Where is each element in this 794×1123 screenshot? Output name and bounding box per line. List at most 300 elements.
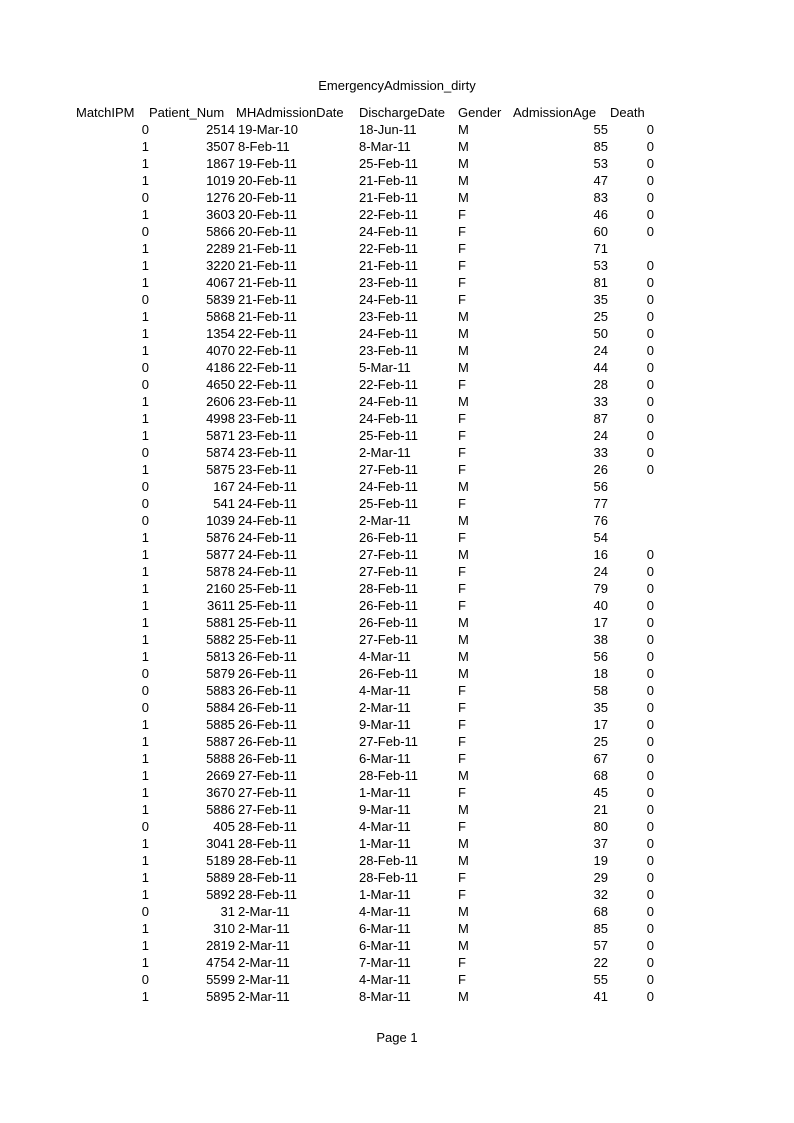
cell-admission-age: 55 — [593, 972, 608, 987]
cell-matchipm: 1 — [141, 547, 149, 562]
cell-admission-age: 35 — [593, 700, 608, 715]
cell-gender: F — [458, 785, 466, 800]
cell-admission-age: 25 — [593, 309, 608, 324]
cell-gender: M — [458, 921, 469, 936]
cell-patient-num: 167 — [213, 479, 235, 494]
cell-patient-num: 4998 — [206, 411, 235, 426]
column-header-mh-admission-date: MHAdmissionDate — [236, 105, 344, 120]
cell-patient-num: 5889 — [206, 870, 235, 885]
cell-admission-age: 33 — [593, 394, 608, 409]
cell-admission-age: 46 — [593, 207, 608, 222]
cell-patient-num: 5878 — [206, 564, 235, 579]
cell-patient-num: 5883 — [206, 683, 235, 698]
table-row — [76, 920, 657, 937]
cell-gender: M — [458, 394, 469, 409]
cell-admission-age: 25 — [593, 734, 608, 749]
cell-discharge-date: 2-Mar-11 — [359, 445, 411, 460]
cell-gender: M — [458, 122, 469, 137]
cell-matchipm: 1 — [141, 343, 149, 358]
cell-discharge-date: 25-Feb-11 — [359, 156, 419, 171]
cell-matchipm: 0 — [141, 292, 149, 307]
table-row — [76, 189, 657, 206]
cell-gender: M — [458, 343, 469, 358]
cell-gender: F — [458, 564, 466, 579]
table-row — [76, 784, 657, 801]
cell-matchipm: 1 — [141, 530, 149, 545]
cell-patient-num: 4754 — [206, 955, 235, 970]
cell-gender: M — [458, 938, 469, 953]
table-row — [76, 733, 657, 750]
cell-matchipm: 1 — [141, 207, 149, 222]
cell-patient-num: 3611 — [207, 598, 235, 613]
cell-admission-age: 83 — [593, 190, 608, 205]
cell-death: 0 — [646, 819, 654, 834]
cell-gender: F — [458, 428, 466, 443]
cell-death: 0 — [646, 258, 654, 273]
cell-mh-admission-date: 21-Feb-11 — [238, 292, 298, 307]
cell-matchipm: 1 — [141, 887, 149, 902]
cell-matchipm: 1 — [141, 309, 149, 324]
table-row — [76, 495, 657, 512]
cell-matchipm: 1 — [141, 615, 149, 630]
cell-patient-num: 5874 — [206, 445, 235, 460]
table-row — [76, 121, 657, 138]
cell-discharge-date: 4-Mar-11 — [359, 819, 411, 834]
cell-death: 0 — [646, 768, 654, 783]
table-row — [76, 682, 657, 699]
cell-discharge-date: 27-Feb-11 — [359, 462, 419, 477]
cell-admission-age: 77 — [593, 496, 608, 511]
cell-discharge-date: 9-Mar-11 — [359, 802, 411, 817]
cell-discharge-date: 27-Feb-11 — [359, 564, 419, 579]
cell-mh-admission-date: 28-Feb-11 — [238, 853, 298, 868]
cell-patient-num: 5813 — [206, 649, 235, 664]
table-row — [76, 325, 657, 342]
cell-death: 0 — [646, 428, 654, 443]
cell-admission-age: 55 — [593, 122, 608, 137]
cell-admission-age: 19 — [593, 853, 608, 868]
cell-discharge-date: 4-Mar-11 — [359, 649, 411, 664]
cell-matchipm: 1 — [141, 649, 149, 664]
cell-death: 0 — [646, 734, 654, 749]
cell-patient-num: 5887 — [206, 734, 235, 749]
cell-gender: M — [458, 666, 469, 681]
cell-matchipm: 1 — [141, 768, 149, 783]
cell-admission-age: 24 — [593, 564, 608, 579]
cell-admission-age: 24 — [593, 343, 608, 358]
cell-discharge-date: 21-Feb-11 — [359, 258, 419, 273]
cell-gender: F — [458, 598, 466, 613]
table-row — [76, 597, 657, 614]
cell-death: 0 — [646, 309, 654, 324]
cell-gender: F — [458, 224, 466, 239]
cell-discharge-date: 2-Mar-11 — [359, 700, 411, 715]
cell-mh-admission-date: 28-Feb-11 — [238, 836, 298, 851]
cell-matchipm: 1 — [141, 955, 149, 970]
cell-patient-num: 310 — [213, 921, 235, 936]
cell-admission-age: 28 — [593, 377, 608, 392]
cell-gender: F — [458, 717, 466, 732]
cell-mh-admission-date: 25-Feb-11 — [238, 615, 298, 630]
table-row — [76, 818, 657, 835]
cell-patient-num: 3507 — [206, 139, 235, 154]
cell-discharge-date: 25-Feb-11 — [359, 496, 419, 511]
cell-death: 0 — [646, 989, 654, 1004]
cell-admission-age: 41 — [593, 989, 608, 1004]
cell-matchipm: 1 — [141, 258, 149, 273]
cell-patient-num: 1019 — [206, 173, 235, 188]
cell-gender: M — [458, 479, 469, 494]
cell-patient-num: 1039 — [206, 513, 235, 528]
cell-discharge-date: 22-Feb-11 — [359, 377, 419, 392]
table-body — [76, 121, 657, 1005]
cell-discharge-date: 28-Feb-11 — [359, 768, 419, 783]
cell-mh-admission-date: 21-Feb-11 — [238, 275, 298, 290]
cell-death: 0 — [646, 598, 654, 613]
cell-mh-admission-date: 20-Feb-11 — [238, 190, 298, 205]
cell-death: 0 — [646, 717, 654, 732]
cell-admission-age: 40 — [593, 598, 608, 613]
cell-gender: M — [458, 853, 469, 868]
cell-patient-num: 5892 — [206, 887, 235, 902]
cell-death: 0 — [646, 700, 654, 715]
cell-admission-age: 67 — [593, 751, 608, 766]
cell-gender: F — [458, 887, 466, 902]
cell-discharge-date: 24-Feb-11 — [359, 292, 419, 307]
cell-discharge-date: 24-Feb-11 — [359, 224, 419, 239]
table-row — [76, 954, 657, 971]
header-row — [76, 104, 657, 121]
cell-matchipm: 1 — [141, 275, 149, 290]
cell-mh-admission-date: 26-Feb-11 — [238, 666, 298, 681]
column-header-gender: Gender — [458, 105, 502, 120]
table-row — [76, 274, 657, 291]
cell-matchipm: 1 — [141, 581, 149, 596]
cell-mh-admission-date: 20-Feb-11 — [238, 173, 298, 188]
table-row — [76, 427, 657, 444]
cell-matchipm: 0 — [141, 190, 149, 205]
cell-mh-admission-date: 25-Feb-11 — [238, 632, 298, 647]
cell-patient-num: 541 — [213, 496, 235, 511]
cell-discharge-date: 27-Feb-11 — [359, 547, 419, 562]
cell-matchipm: 0 — [141, 819, 149, 834]
cell-death: 0 — [646, 785, 654, 800]
table-row — [76, 342, 657, 359]
cell-discharge-date: 2-Mar-11 — [359, 513, 411, 528]
cell-matchipm: 1 — [141, 836, 149, 851]
cell-patient-num: 5895 — [206, 989, 235, 1004]
cell-discharge-date: 26-Feb-11 — [359, 666, 419, 681]
data-table — [76, 104, 657, 1005]
table-row — [76, 971, 657, 988]
cell-death: 0 — [646, 904, 654, 919]
cell-mh-admission-date: 24-Feb-11 — [238, 479, 298, 494]
cell-admission-age: 81 — [593, 275, 608, 290]
table-row — [76, 172, 657, 189]
cell-discharge-date: 22-Feb-11 — [359, 241, 419, 256]
cell-admission-age: 29 — [593, 870, 608, 885]
cell-admission-age: 57 — [593, 938, 608, 953]
cell-matchipm: 0 — [141, 224, 149, 239]
cell-patient-num: 3041 — [206, 836, 235, 851]
cell-mh-admission-date: 24-Feb-11 — [238, 547, 298, 562]
table-row — [76, 223, 657, 240]
table-row — [76, 699, 657, 716]
cell-death: 0 — [646, 139, 654, 154]
cell-matchipm: 0 — [141, 122, 149, 137]
cell-matchipm: 0 — [141, 904, 149, 919]
cell-matchipm: 0 — [141, 513, 149, 528]
cell-patient-num: 5599 — [206, 972, 235, 987]
table-row — [76, 648, 657, 665]
cell-mh-admission-date: 23-Feb-11 — [238, 394, 298, 409]
cell-gender: M — [458, 615, 469, 630]
cell-death: 0 — [646, 190, 654, 205]
cell-matchipm: 1 — [141, 564, 149, 579]
table-row — [76, 750, 657, 767]
cell-patient-num: 2819 — [206, 938, 235, 953]
cell-admission-age: 17 — [593, 717, 608, 732]
cell-patient-num: 5877 — [206, 547, 235, 562]
cell-death: 0 — [646, 853, 654, 868]
table-row — [76, 376, 657, 393]
table-row — [76, 461, 657, 478]
cell-discharge-date: 28-Feb-11 — [359, 581, 419, 596]
table-row — [76, 529, 657, 546]
cell-discharge-date: 26-Feb-11 — [359, 598, 419, 613]
cell-discharge-date: 27-Feb-11 — [359, 632, 419, 647]
cell-gender: F — [458, 955, 466, 970]
cell-death: 0 — [646, 326, 654, 341]
cell-mh-admission-date: 24-Feb-11 — [238, 530, 298, 545]
cell-admission-age: 18 — [593, 666, 608, 681]
cell-mh-admission-date: 23-Feb-11 — [238, 428, 298, 443]
cell-patient-num: 2606 — [206, 394, 235, 409]
cell-mh-admission-date: 2-Mar-11 — [238, 938, 290, 953]
cell-gender: F — [458, 734, 466, 749]
column-header-patient-num: Patient_Num — [149, 105, 225, 120]
cell-matchipm: 0 — [141, 700, 149, 715]
table-row — [76, 410, 657, 427]
cell-death: 0 — [646, 955, 654, 970]
cell-mh-admission-date: 28-Feb-11 — [238, 887, 298, 902]
cell-admission-age: 85 — [593, 139, 608, 154]
column-header-death: Death — [610, 105, 645, 120]
cell-death: 0 — [646, 683, 654, 698]
cell-mh-admission-date: 27-Feb-11 — [238, 768, 298, 783]
cell-mh-admission-date: 19-Mar-10 — [238, 122, 298, 137]
cell-matchipm: 1 — [141, 853, 149, 868]
cell-admission-age: 35 — [593, 292, 608, 307]
cell-mh-admission-date: 23-Feb-11 — [238, 445, 298, 460]
cell-discharge-date: 22-Feb-11 — [359, 207, 419, 222]
cell-matchipm: 1 — [141, 734, 149, 749]
cell-discharge-date: 23-Feb-11 — [359, 343, 419, 358]
cell-patient-num: 4067 — [206, 275, 235, 290]
cell-matchipm: 0 — [141, 479, 149, 494]
cell-discharge-date: 27-Feb-11 — [359, 734, 419, 749]
cell-admission-age: 80 — [593, 819, 608, 834]
cell-death: 0 — [646, 921, 654, 936]
cell-mh-admission-date: 28-Feb-11 — [238, 870, 298, 885]
cell-discharge-date: 4-Mar-11 — [359, 683, 411, 698]
cell-gender: M — [458, 190, 469, 205]
cell-gender: M — [458, 309, 469, 324]
page-number: Page 1 — [376, 1030, 418, 1045]
cell-admission-age: 58 — [593, 683, 608, 698]
table-row — [76, 240, 657, 257]
cell-discharge-date: 28-Feb-11 — [359, 870, 419, 885]
cell-matchipm: 1 — [141, 139, 149, 154]
cell-patient-num: 4186 — [206, 360, 235, 375]
cell-death: 0 — [646, 224, 654, 239]
sheet-title: EmergencyAdmission_dirty — [318, 78, 476, 93]
cell-discharge-date: 8-Mar-11 — [359, 989, 411, 1004]
cell-mh-admission-date: 26-Feb-11 — [238, 683, 298, 698]
cell-death: 0 — [646, 292, 654, 307]
cell-patient-num: 3220 — [206, 258, 235, 273]
cell-matchipm: 1 — [141, 921, 149, 936]
cell-mh-admission-date: 21-Feb-11 — [238, 241, 298, 256]
cell-mh-admission-date: 27-Feb-11 — [238, 785, 298, 800]
cell-gender: F — [458, 972, 466, 987]
table-row — [76, 988, 657, 1005]
cell-gender: M — [458, 326, 469, 341]
cell-gender: M — [458, 649, 469, 664]
cell-death: 0 — [646, 156, 654, 171]
cell-patient-num: 1276 — [206, 190, 235, 205]
table-row — [76, 393, 657, 410]
cell-mh-admission-date: 20-Feb-11 — [238, 224, 298, 239]
cell-death: 0 — [646, 615, 654, 630]
cell-matchipm: 1 — [141, 326, 149, 341]
cell-mh-admission-date: 27-Feb-11 — [238, 802, 298, 817]
cell-admission-age: 45 — [593, 785, 608, 800]
cell-gender: F — [458, 275, 466, 290]
cell-patient-num: 5884 — [206, 700, 235, 715]
cell-gender: F — [458, 411, 466, 426]
cell-gender: M — [458, 139, 469, 154]
cell-matchipm: 1 — [141, 632, 149, 647]
cell-death: 0 — [646, 564, 654, 579]
table-row — [76, 665, 657, 682]
cell-matchipm: 1 — [141, 598, 149, 613]
cell-death: 0 — [646, 122, 654, 137]
cell-mh-admission-date: 2-Mar-11 — [238, 904, 290, 919]
cell-admission-age: 71 — [593, 241, 608, 256]
cell-death: 0 — [646, 887, 654, 902]
cell-death: 0 — [646, 870, 654, 885]
table-row — [76, 835, 657, 852]
cell-gender: F — [458, 700, 466, 715]
cell-matchipm: 1 — [141, 717, 149, 732]
cell-matchipm: 0 — [141, 445, 149, 460]
cell-gender: F — [458, 751, 466, 766]
cell-gender: M — [458, 632, 469, 647]
cell-mh-admission-date: 22-Feb-11 — [238, 343, 298, 358]
cell-mh-admission-date: 8-Feb-11 — [238, 139, 290, 154]
cell-gender: F — [458, 445, 466, 460]
cell-death: 0 — [646, 360, 654, 375]
cell-mh-admission-date: 26-Feb-11 — [238, 751, 298, 766]
cell-discharge-date: 1-Mar-11 — [359, 785, 411, 800]
table-row — [76, 580, 657, 597]
cell-gender: F — [458, 241, 466, 256]
cell-discharge-date: 9-Mar-11 — [359, 717, 411, 732]
table-row — [76, 359, 657, 376]
cell-mh-admission-date: 25-Feb-11 — [238, 598, 298, 613]
cell-mh-admission-date: 2-Mar-11 — [238, 921, 290, 936]
cell-death: 0 — [646, 649, 654, 664]
cell-discharge-date: 6-Mar-11 — [359, 751, 411, 766]
cell-mh-admission-date: 26-Feb-11 — [238, 717, 298, 732]
cell-death — [610, 495, 657, 512]
cell-discharge-date: 7-Mar-11 — [359, 955, 411, 970]
table-row — [76, 155, 657, 172]
table-row — [76, 886, 657, 903]
cell-death: 0 — [646, 666, 654, 681]
cell-death: 0 — [646, 972, 654, 987]
cell-discharge-date: 23-Feb-11 — [359, 309, 419, 324]
table-row — [76, 614, 657, 631]
table-row — [76, 138, 657, 155]
cell-gender: F — [458, 870, 466, 885]
table-row — [76, 512, 657, 529]
cell-death: 0 — [646, 836, 654, 851]
cell-mh-admission-date: 20-Feb-11 — [238, 207, 298, 222]
cell-patient-num: 4650 — [206, 377, 235, 392]
cell-death: 0 — [646, 343, 654, 358]
cell-gender: F — [458, 207, 466, 222]
cell-matchipm: 1 — [141, 870, 149, 885]
cell-mh-admission-date: 24-Feb-11 — [238, 564, 298, 579]
cell-patient-num: 5868 — [206, 309, 235, 324]
cell-admission-age: 22 — [593, 955, 608, 970]
cell-gender: M — [458, 989, 469, 1004]
cell-admission-age: 56 — [593, 479, 608, 494]
table-row — [76, 444, 657, 461]
cell-admission-age: 44 — [593, 360, 608, 375]
cell-mh-admission-date: 19-Feb-11 — [238, 156, 298, 171]
cell-admission-age: 26 — [593, 462, 608, 477]
cell-discharge-date: 24-Feb-11 — [359, 326, 419, 341]
cell-admission-age: 68 — [593, 904, 608, 919]
cell-discharge-date: 1-Mar-11 — [359, 836, 411, 851]
cell-matchipm: 1 — [141, 938, 149, 953]
cell-mh-admission-date: 26-Feb-11 — [238, 734, 298, 749]
table-row — [76, 478, 657, 495]
cell-death: 0 — [646, 938, 654, 953]
cell-patient-num: 5866 — [206, 224, 235, 239]
cell-matchipm: 1 — [141, 751, 149, 766]
cell-mh-admission-date: 25-Feb-11 — [238, 581, 298, 596]
cell-matchipm: 1 — [141, 428, 149, 443]
table-row — [76, 852, 657, 869]
cell-patient-num: 5886 — [206, 802, 235, 817]
cell-matchipm: 1 — [141, 989, 149, 1004]
cell-patient-num: 2160 — [206, 581, 235, 596]
cell-discharge-date: 26-Feb-11 — [359, 615, 419, 630]
cell-admission-age: 16 — [593, 547, 608, 562]
cell-discharge-date: 21-Feb-11 — [359, 190, 419, 205]
cell-matchipm: 0 — [141, 683, 149, 698]
cell-admission-age: 54 — [593, 530, 608, 545]
cell-gender: M — [458, 904, 469, 919]
cell-patient-num: 5885 — [206, 717, 235, 732]
cell-patient-num: 5189 — [206, 853, 235, 868]
cell-admission-age: 56 — [593, 649, 608, 664]
cell-gender: M — [458, 360, 469, 375]
